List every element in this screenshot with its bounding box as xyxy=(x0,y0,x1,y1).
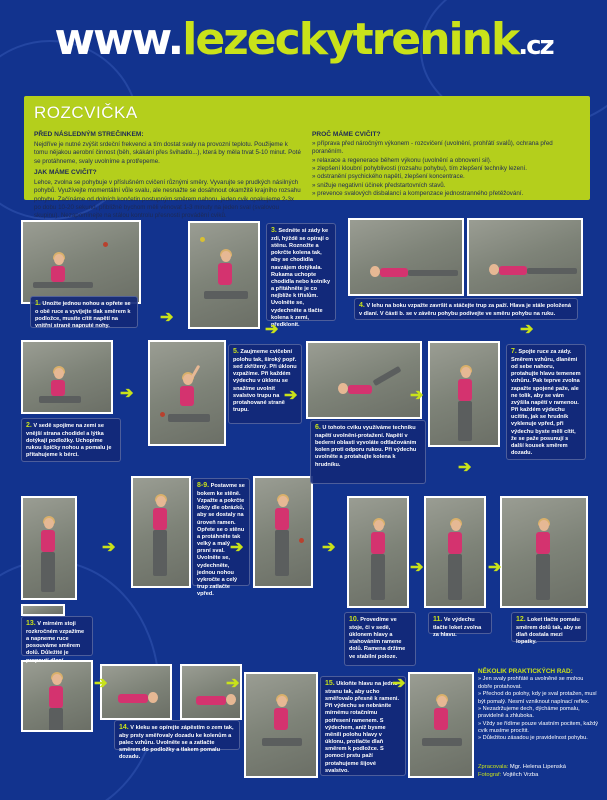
step-caption-4: 4. V lehu na boku vzpažte završit a stáčejte trup za paží. Hlava je stále položená v dlaní. V části b. se v závěru pohybu podívejte ve směru pohybu na ruku. xyxy=(354,298,578,320)
arrow-icon: ➔ xyxy=(94,675,108,692)
intro-panel xyxy=(24,96,590,220)
exercise-photo-9 xyxy=(253,476,313,588)
arrow-icon: ➔ xyxy=(488,559,502,576)
arrow-icon: ➔ xyxy=(265,321,279,338)
author-label: Zpracovala: xyxy=(478,764,509,770)
step-caption-2: 2. V sedě spojíme na zemi se vnější strana chodidel a lýtka dotýkají podložky. Uchopíme rukou špičky nohou a pomalu je přitahujeme k bérci. xyxy=(21,418,121,462)
arrow-icon: ➔ xyxy=(102,539,116,556)
exercise-photo-14b xyxy=(180,664,242,720)
exercise-photo-13c xyxy=(21,660,93,732)
step-caption-3: 3. Sedněte si zády ke zdi, hýždě se opírají o stěnu. Roznožte a pokrčte kolena tak, aby se chodidla navzájem dotýkala. Rukama uchopte chodidla nebo kotníky a přitáhněte je co nejblíže k tříslům. Uvolněte se, vydechněte a tlačte kolena k zemi, předklonit. xyxy=(266,223,336,321)
step-caption-10: 10. Provedíme ve stoje, či v sedě, úklonem hlavy a stahováním ramene dolů. Ramena držíme ve stabilní poloze. xyxy=(344,612,416,666)
page-title: ROZCVIČKA xyxy=(34,103,138,122)
arrow-icon: ➔ xyxy=(410,387,424,404)
exercise-photo-15a xyxy=(244,672,318,778)
arrow-icon: ➔ xyxy=(322,539,336,556)
author-name: Mgr. Helena Lipenská xyxy=(509,764,566,770)
tip-item: » Vždy se řídíme pouze vlastním pocitem, každý cvik musíme procítit. xyxy=(478,721,598,736)
exercise-photo-7 xyxy=(428,341,500,447)
arrow-icon: ➔ xyxy=(410,559,424,576)
arrow-icon: ➔ xyxy=(392,675,406,692)
exercise-photo-15b xyxy=(408,672,474,778)
why-list xyxy=(312,140,580,199)
arrow-icon: ➔ xyxy=(230,539,244,556)
before-text: Nejdříve je nutné zvýšit srdeční frekvenci a tím dostat svaly na provozní teplotu. Použijeme k tomu nějakou aerobní činnost (běh, skákání přes švihadlo...), která by měla trvat 5-10 minut. Poté se protáhneme, svaly uvolníme a protřepeme. xyxy=(34,140,301,165)
page-header xyxy=(0,0,607,88)
how-text: Lehce, zvolna se pohybuje v příslušném cvičení různými směry. Vyvarujte se prudkých násilných pohybů. Využívejte momentální vůle svalu, ale nesnažte se dosáhnout okamžitě krajního rozsahu pohybu. Začínáme od dolních končetin postupným směrem nahoru, jeden cvik opakujeme 2-3x po dobu 10-20 sekund, přibližně bychom měli věnovat 1-3 minuty na jeden sval (svalovou skupinu). Nezapomínejte na stálou kontrolu přesnosti provádění cviků. xyxy=(34,178,301,220)
exercise-photo-8 xyxy=(131,476,191,588)
tip-item: » Nezadržujeme dech, dýcháme pomalu, pravidelně a zhluboka. xyxy=(478,706,598,721)
tip-item: » Jen svaly prohřáté a uvolněné se mohou dobře protahovat. xyxy=(478,676,598,691)
arrow-icon: ➔ xyxy=(160,309,174,326)
why-item: » příprava před náročným výkonem - rozcvičení (uvolnění, prohřátí svalů), ochrana před poraněním. xyxy=(312,140,580,157)
photographer-label: Fotograf: xyxy=(478,771,502,778)
site-brand: lezeckytrenink xyxy=(182,14,519,65)
arrow-icon: ➔ xyxy=(458,459,472,476)
step-caption-15: 15. Ukloňte hlavu na jednu stranu tak, aby ucho směřovalo přesně k rameni. Při výdechu se nebráníte mírnému rotačnímu potřesení ramenem. S výdechem, aniž bysme měnili polohu hlavy v úklonu, protlačte dlaň směrem k podložce. S pomocí prstu paží protahujeme šijové svalstvo. xyxy=(320,676,406,776)
step-caption-1: 1. Unožte jednou nohou a opřete se o obě ruce a vyvíjejte tlak směrem k podložce, musíte cítit napětí na vnitřní straně napnuté nohy. xyxy=(30,296,138,328)
exercise-photo-10 xyxy=(347,496,409,608)
arrow-icon: ➔ xyxy=(120,385,134,402)
tips-list xyxy=(478,676,598,742)
step-caption-8-9: 8-9. Postavme se bokem ke stěně. Vzpažte a pokrčte lokty dle obrázků, aby se dostaly na úroveň ramen. Opřete se o stěnu a protáhněte tak velký a malý prsní sval. Uvolněte se, vydechněte, jednou nohou vykročte a celý trup zatlačte vpřed. xyxy=(192,478,250,586)
why-item: » relaxace a regenerace během výkonu (uvolnění a obnovení sil). xyxy=(312,157,580,165)
exercise-photo-12 xyxy=(500,496,588,608)
exercise-photo-4a xyxy=(348,218,464,296)
exercise-photo-14a xyxy=(100,664,172,720)
exercise-photo-13b xyxy=(21,604,65,616)
exercise-photo-2 xyxy=(21,340,113,414)
why-item: » prevence svalových disbalancí a kompenzace jednostranného přetěžování. xyxy=(312,190,580,198)
arrow-icon: ➔ xyxy=(226,675,240,692)
credits xyxy=(478,764,598,780)
before-heading: PŘED NÁSLEDNÝM STREČINKEM: xyxy=(34,130,144,138)
step-caption-11: 11. Ve výdechu tlačte loket zvolna za hlavu. xyxy=(428,612,492,634)
exercise-photo-4b xyxy=(467,218,583,296)
why-item: » odstranění psychického napětí, zlepšení koncentrace. xyxy=(312,173,580,181)
why-item: » snižuje negativní účinek předstartovních stavů. xyxy=(312,182,580,190)
exercise-photo-3 xyxy=(188,221,260,329)
why-heading: PROČ MÁME CVIČIT? xyxy=(312,130,381,138)
tip-item: » Přechod do polohy, kdy je sval protažen, musí být pomalý. Nesmí vzniknout napínací reflex. xyxy=(478,691,598,706)
arrow-icon: ➔ xyxy=(284,387,298,404)
step-caption-14: 14. V kleku se opírejte zápěstím o zem tak, aby prsty směřovaly dozadu ke kolenům a palec vzhůru. Uvolněte se a zatlačte směrem do podložky a tlakem pomalu dozadu. xyxy=(114,720,240,750)
site-url[interactable]: www.lezeckytrenink.cz xyxy=(54,14,553,65)
photographer-name: Vojtěch Vrzba xyxy=(502,771,539,778)
exercise-photo-13a xyxy=(21,496,77,600)
exercise-photo-6 xyxy=(306,341,422,419)
step-caption-6: 6. U tohoto cviku využíváme techniku napětí uvolnění-protažení. Napětí v bederní oblasti vyvoláte odtlačováním kolen proti odporu rukou. Při výdechu uvolněte a protahujte kolena k hrudníku. xyxy=(310,420,426,484)
how-heading: JAK MÁME CVIČIT? xyxy=(34,168,97,176)
exercise-photo-1 xyxy=(21,220,141,304)
step-caption-12: 12. Loket tlačte pomalu směrem dolů tak, aby se dlaň dostala mezi lopatky. xyxy=(511,612,587,642)
step-caption-7: 7. Spojte ruce za zády. Směrem vzhůru, dlaněmi od sebe nahoru, protahujte hlavu temenem vzhůru. Pak teprve zvolna zapažte spojené paže, ale ne tolik, aby se vám zvýšila napětí v ramenou. Při každém výdechu ucítíte, jak se hrudník vyklenuje vpřed, při výdechu byste měli cítit, že se paže posunují s další kousek směrem dozadu. xyxy=(506,344,586,460)
arrow-icon: ➔ xyxy=(520,321,534,338)
step-caption-13: 13. V mírném stoji rozkročném vzpažíme a napneme ruce posouváme směrem dolů. Důležité je propnutí dlaní. xyxy=(21,616,93,656)
tip-item: » Důležitou zásadou je pravidelnost pohybu. xyxy=(478,735,598,742)
tips-panel xyxy=(478,668,598,743)
exercise-photo-5 xyxy=(148,340,226,446)
step-caption-5: 5. Zaujmeme cvičební polohu tak, široký popř. sed zkřížený. Při úklonu vzpažíme. Při každém výdechu v úklonu se snažíme uvolnit svalstvo trupu na protahované straně trupu. xyxy=(228,344,302,424)
exercise-photo-11 xyxy=(424,496,486,608)
why-item: » zlepšení kloubní pohyblivosti (rozsahu pohybu), tím zlepšení techniky lezení. xyxy=(312,165,580,173)
tips-heading: NĚKOLIK PRAKTICKÝCH RAD: xyxy=(478,668,573,675)
